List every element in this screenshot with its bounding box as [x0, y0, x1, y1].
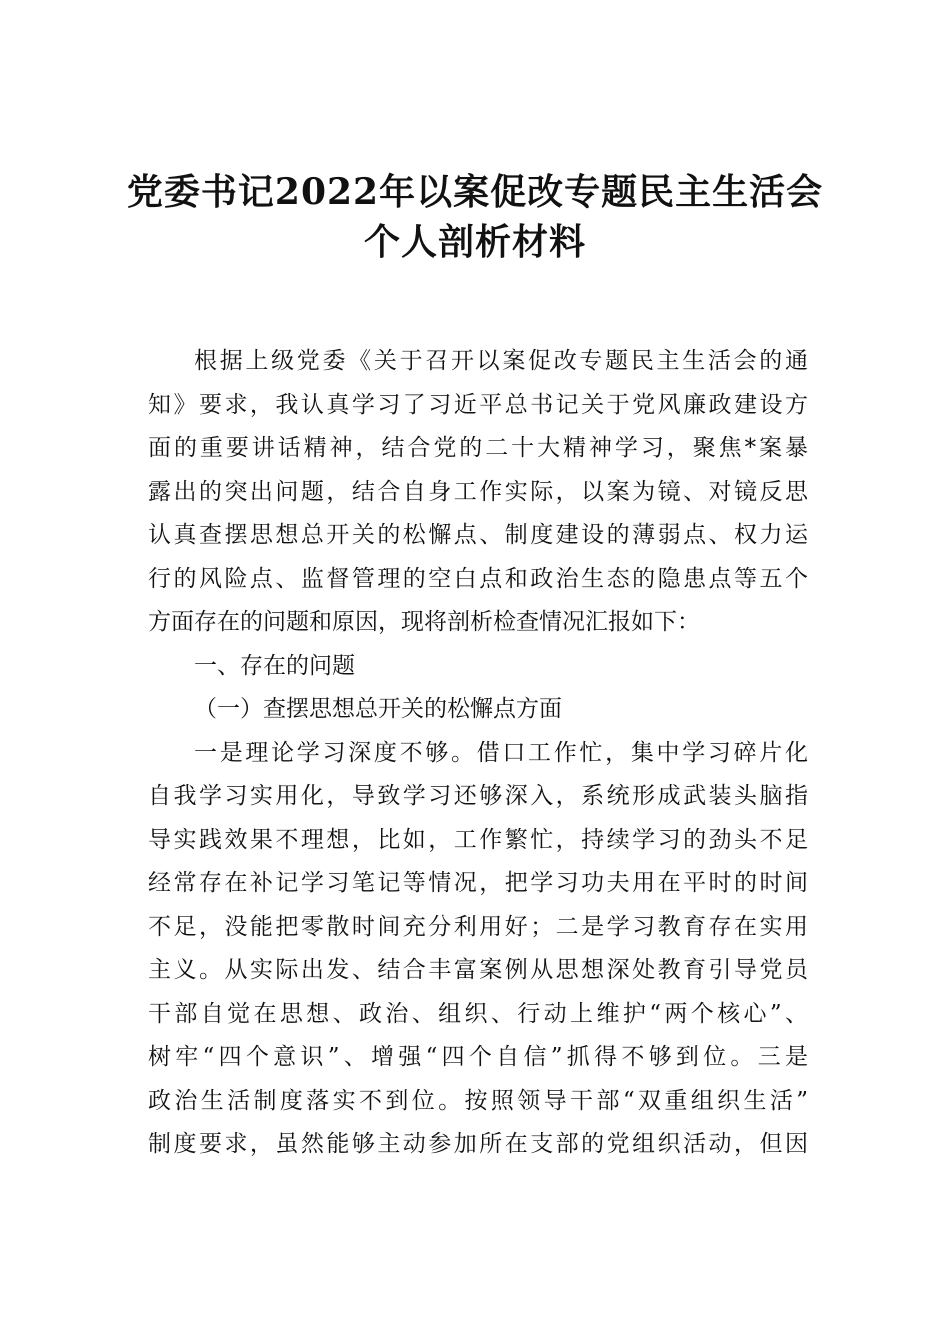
intro-line: 知》要求，我认真学习了习近平总书记关于党风廉政建设方: [148, 391, 808, 418]
section-heading: 一、存在的问题: [194, 652, 355, 679]
body-line: 一是理论学习深度不够。借口工作忙，集中学习碎片化: [194, 739, 808, 766]
body-line: 制度要求，虽然能够主动参加所在支部的党组织活动，但因: [148, 1131, 808, 1157]
body-line: 主义。从实际出发、结合丰富案例从思想深处教育引导党员: [148, 957, 808, 983]
body-line: 导实践效果不理想，比如，工作繁忙，持续学习的劲头不足: [148, 826, 808, 853]
intro-line: 面的重要讲话精神，结合党的二十大精神学习，聚焦*案暴: [148, 435, 808, 461]
body-line: 不足，没能把零散时间充分利用好；二是学习教育存在实用: [148, 913, 808, 940]
document-title-line-2: 个人剖析材料: [363, 221, 586, 263]
intro-line: 认真查摆思想总开关的松懈点、制度建设的薄弱点、权力运: [148, 522, 808, 548]
subsection-heading: （一）查摆思想总开关的松懈点方面: [194, 696, 562, 722]
document-title-line-1: 党委书记2022年以案促改专题民主生活会: [126, 171, 824, 213]
body-line: 政治生活制度落实不到位。按照领导干部“双重组织生活”: [148, 1087, 808, 1114]
body-line: 树牢“四个意识”、增强“四个自信”抓得不够到位。三是: [148, 1044, 808, 1070]
intro-line: 方面存在的问题和原因，现将剖析检查情况汇报如下：: [148, 609, 700, 635]
intro-line: 根据上级党委《关于召开以案促改专题民主生活会的通: [194, 348, 808, 374]
body-line: 干部自觉在思想、政治、组织、行动上维护“两个核心”、: [148, 1000, 808, 1027]
body-line: 经常存在补记学习笔记等情况，把学习功夫用在平时的时间: [148, 870, 808, 896]
intro-line: 露出的突出问题，结合自身工作实际，以案为镜、对镜反思: [148, 478, 808, 505]
body-line: 自我学习实用化，导致学习还够深入，系统形成武装头脑指: [148, 783, 808, 809]
document-body: [148, 340, 808, 1167]
intro-line: 行的风险点、监督管理的空白点和政治生态的隐患点等五个: [148, 565, 808, 592]
intro-paragraph: [148, 340, 808, 645]
body-paragraph: [148, 732, 808, 1167]
